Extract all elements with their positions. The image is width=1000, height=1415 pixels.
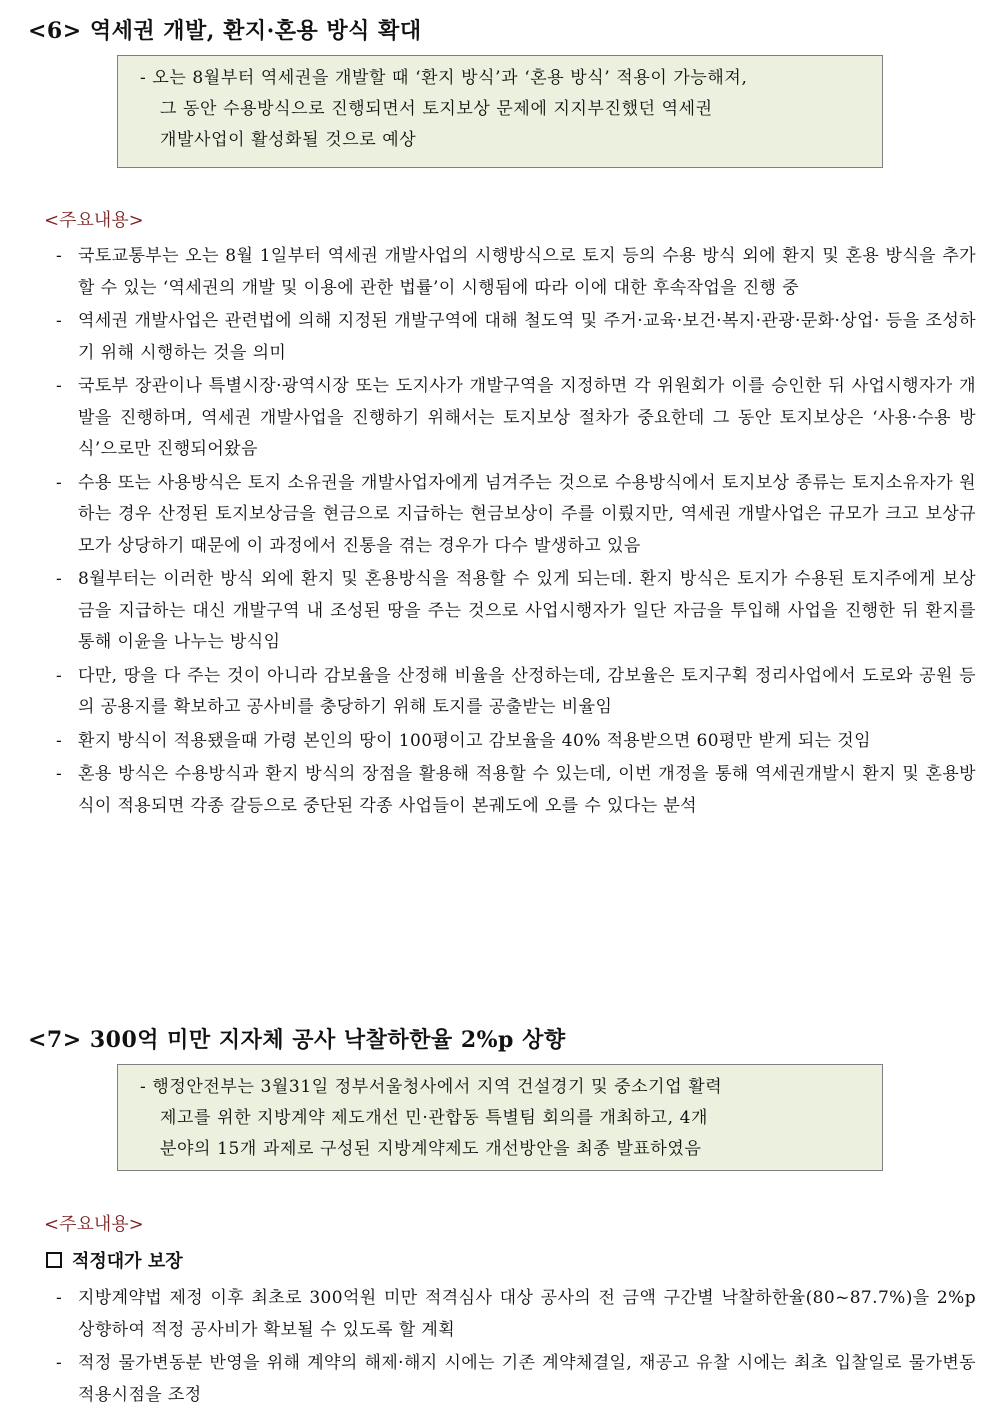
checkbox-square-icon xyxy=(46,1252,62,1268)
bullet-item: - 지방계약법 제정 이후 최초로 300억원 미만 적격심사 대상 공사의 전 금액 구간별 낙찰하한율(80~87.7%)을 2%p 상향하여 적정 공사비가 확보될 수 있도록 할 계획 xyxy=(56,1288,976,1340)
summary-line: - 오는 8월부터 역세권을 개발할 때 ‘환지 방식’과 ‘혼용 방식’ 적용이 가능해져, xyxy=(140,68,748,88)
bullet-item: - 수용 또는 사용방식은 토지 소유권을 개발사업자에게 넘겨주는 것으로 수용방식에서 토지보상 종류는 토지소유자가 원하는 경우 산정된 토지보상금을 현금으로 지급하는 현금보상이 주를 이뤘지만, 역세권 개발사업은 규모가 크고 보상규모가 상당하기 때문에 이 과정에서 진통을 겪는 경우가 다수 발생하고 있음 xyxy=(56,472,976,556)
bullet-item: - 역세권 개발사업은 관련법에 의해 지정된 개발구역에 대해 철도역 및 주거·교육·보건·복지·관광·문화·상업· 등을 조성하기 위해 시행하는 것을 의미 xyxy=(56,311,976,363)
section-6-summary-box xyxy=(117,55,883,168)
bullet-item: - 환지 방식이 적용됐을때 가령 본인의 땅이 100평이고 감보율을 40% 적용받으면 60평만 받게 되는 것임 xyxy=(56,730,871,751)
summary-line: 분야의 15개 과제로 구성된 지방계약제도 개선방안을 최종 발표하였음 xyxy=(160,1139,702,1159)
section-6-bullet-list xyxy=(56,241,976,824)
section-7-bullet-list xyxy=(56,1283,976,1413)
bullet-item: - 국토교통부는 오는 8월 1일부터 역세권 개발사업의 시행방식으로 토지 등의 수용 방식 외에 환지 및 혼용 방식을 추가할 수 있는 ‘역세권의 개발 및 이용에 관한 법률’이 시행됨에 따라 이에 대한 후속작업을 진행 중 xyxy=(56,246,976,298)
summary-line: 그 동안 수용방식으로 진행되면서 토지보상 문제에 지지부진했던 역세권 xyxy=(160,99,713,119)
bullet-item: - 혼용 방식은 수용방식과 환지 방식의 장점을 활용해 적용할 수 있는데, 이번 개정을 통해 역세권개발시 환지 및 혼용방식이 적용되면 각종 갈등으로 중단된 각종 사업들이 본궤도에 오를 수 있다는 분석 xyxy=(56,764,976,816)
section-7-summary-box xyxy=(117,1064,883,1171)
section-7-main-label: <주요내용> xyxy=(44,1214,144,1235)
summary-line: 제고를 위한 지방계약 제도개선 민·관합동 특별팀 회의를 개최하고, 4개 xyxy=(160,1108,709,1128)
bullet-item: - 다만, 땅을 다 주는 것이 아니라 감보율을 산정해 비율을 산정하는데, 감보율은 토지구획 정리사업에서 도로와 공원 등의 공용지를 확보하고 공사비를 충당하기 위해 토지를 공출받는 비율임 xyxy=(56,665,976,717)
bullet-item: - 국토부 장관이나 특별시장·광역시장 또는 도지사가 개발구역을 지정하면 각 위원회가 이를 승인한 뒤 사업시행자가 개발을 진행하며, 역세권 개발사업을 진행하기 위해서는 토지보상 절차가 중요한데 그 동안 토지보상은 ‘사용·수용 방식’으로만 진행되어왔음 xyxy=(56,376,976,459)
summary-line: 개발사업이 활성화될 것으로 예상 xyxy=(160,130,417,150)
bullet-item: - 8월부터는 이러한 방식 외에 환지 및 혼용방식을 적용할 수 있게 되는데. 환지 방식은 토지가 수용된 토지주에게 보상금을 지급하는 대신 개발구역 내 조성된 땅을 주는 것으로 사업시행자가 일단 자금을 투입해 사업을 진행한 뒤 환지를 통해 이윤을 나누는 방식임 xyxy=(56,569,976,652)
subsection-title: 적정대가 보장 xyxy=(46,1247,183,1273)
section-6-heading: <6> 역세권 개발, 환지·혼용 방식 확대 xyxy=(28,18,422,44)
bullet-item: - 적정 물가변동분 반영을 위해 계약의 해제·해지 시에는 기존 계약체결일, 재공고 유찰 시에는 최초 입찰일로 물가변동 적용시점을 조정 xyxy=(56,1353,976,1405)
section-7-heading: <7> 300억 미만 지자체 공사 낙찰하한율 2%p 상향 xyxy=(28,1027,566,1053)
summary-line: - 행정안전부는 3월31일 정부서울청사에서 지역 건설경기 및 중소기업 활력 xyxy=(140,1077,723,1097)
section-6-main-label: <주요내용> xyxy=(44,210,144,231)
